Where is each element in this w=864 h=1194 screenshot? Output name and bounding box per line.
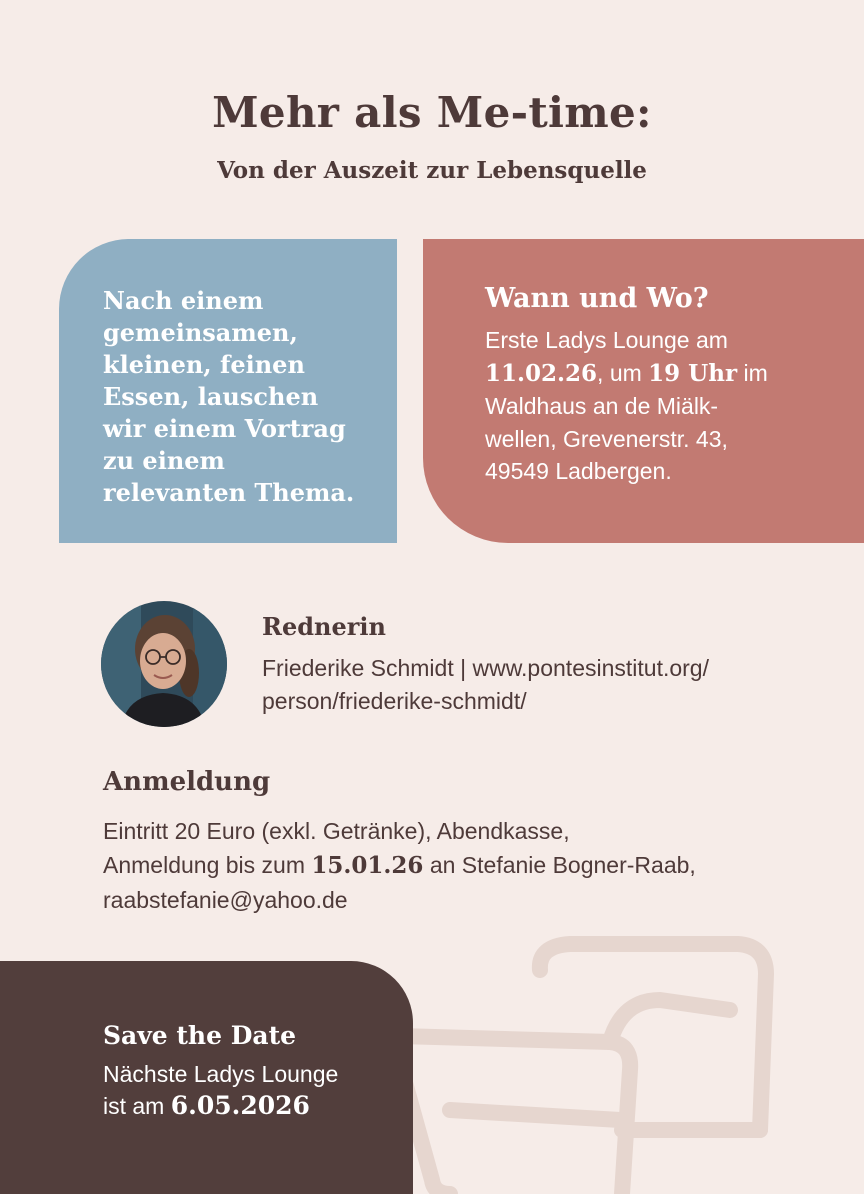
venue-line-3: 49549 Ladbergen. bbox=[485, 458, 672, 484]
when-where-heading: Wann und Wo? bbox=[485, 283, 709, 314]
event-time: 19 Uhr bbox=[648, 359, 738, 387]
page-title: Mehr als Me-time: bbox=[212, 88, 652, 137]
registration-line-1: Eintritt 20 Euro (exkl. Getränke), Abendkasse, bbox=[103, 818, 570, 844]
when-line-2-end: im bbox=[737, 359, 768, 386]
event-date: 11.02.26 bbox=[485, 359, 598, 387]
save-the-date-box bbox=[0, 961, 413, 1194]
registration-heading: Anmeldung bbox=[103, 767, 271, 797]
page-subtitle: Von der Auszeit zur Lebensquelle bbox=[217, 157, 647, 184]
when-line-1: Erste Ladys Lounge am bbox=[485, 327, 728, 353]
next-event-date: 6.05.2026 bbox=[170, 1091, 310, 1120]
intro-box bbox=[59, 239, 397, 543]
armchair-outline-icon bbox=[360, 930, 864, 1194]
venue-line-2: wellen, Grevenerstr. 43, bbox=[485, 425, 728, 452]
registration-deadline: 15.01.26 bbox=[311, 852, 424, 879]
speaker-line-2: person/friederike-schmidt/ bbox=[262, 688, 527, 714]
avatar bbox=[101, 601, 227, 727]
speaker-text bbox=[262, 652, 802, 718]
speaker-line-1: Friederike Schmidt | www.pontesinstitut.org/ bbox=[262, 655, 709, 681]
registration-line-2-end: an Stefanie Bogner-Raab, bbox=[423, 852, 696, 878]
save-the-date-line-2-start: ist am bbox=[103, 1093, 171, 1119]
registration-email: raabstefanie@yahoo.de bbox=[103, 887, 348, 913]
speaker-portrait-icon bbox=[101, 601, 227, 727]
save-the-date-heading: Save the Date bbox=[103, 1021, 297, 1050]
registration-line-2-start: Anmeldung bis zum bbox=[103, 852, 312, 878]
when-where-box bbox=[423, 239, 864, 543]
save-the-date-line-1: Nächste Ladys Lounge bbox=[103, 1061, 339, 1087]
registration-text bbox=[103, 814, 803, 917]
venue-line-1: Waldhaus an de Miälk- bbox=[485, 393, 719, 419]
speaker-heading: Rednerin bbox=[262, 612, 386, 641]
intro-text: Nach einem gemeinsamen, kleinen, feinen Essen, lauschen wir einem Vortrag zu einem relevanten Thema. bbox=[103, 286, 355, 507]
date-time-separator: , um bbox=[597, 359, 649, 386]
when-where-text bbox=[485, 324, 844, 488]
save-the-date-text bbox=[103, 1058, 393, 1122]
